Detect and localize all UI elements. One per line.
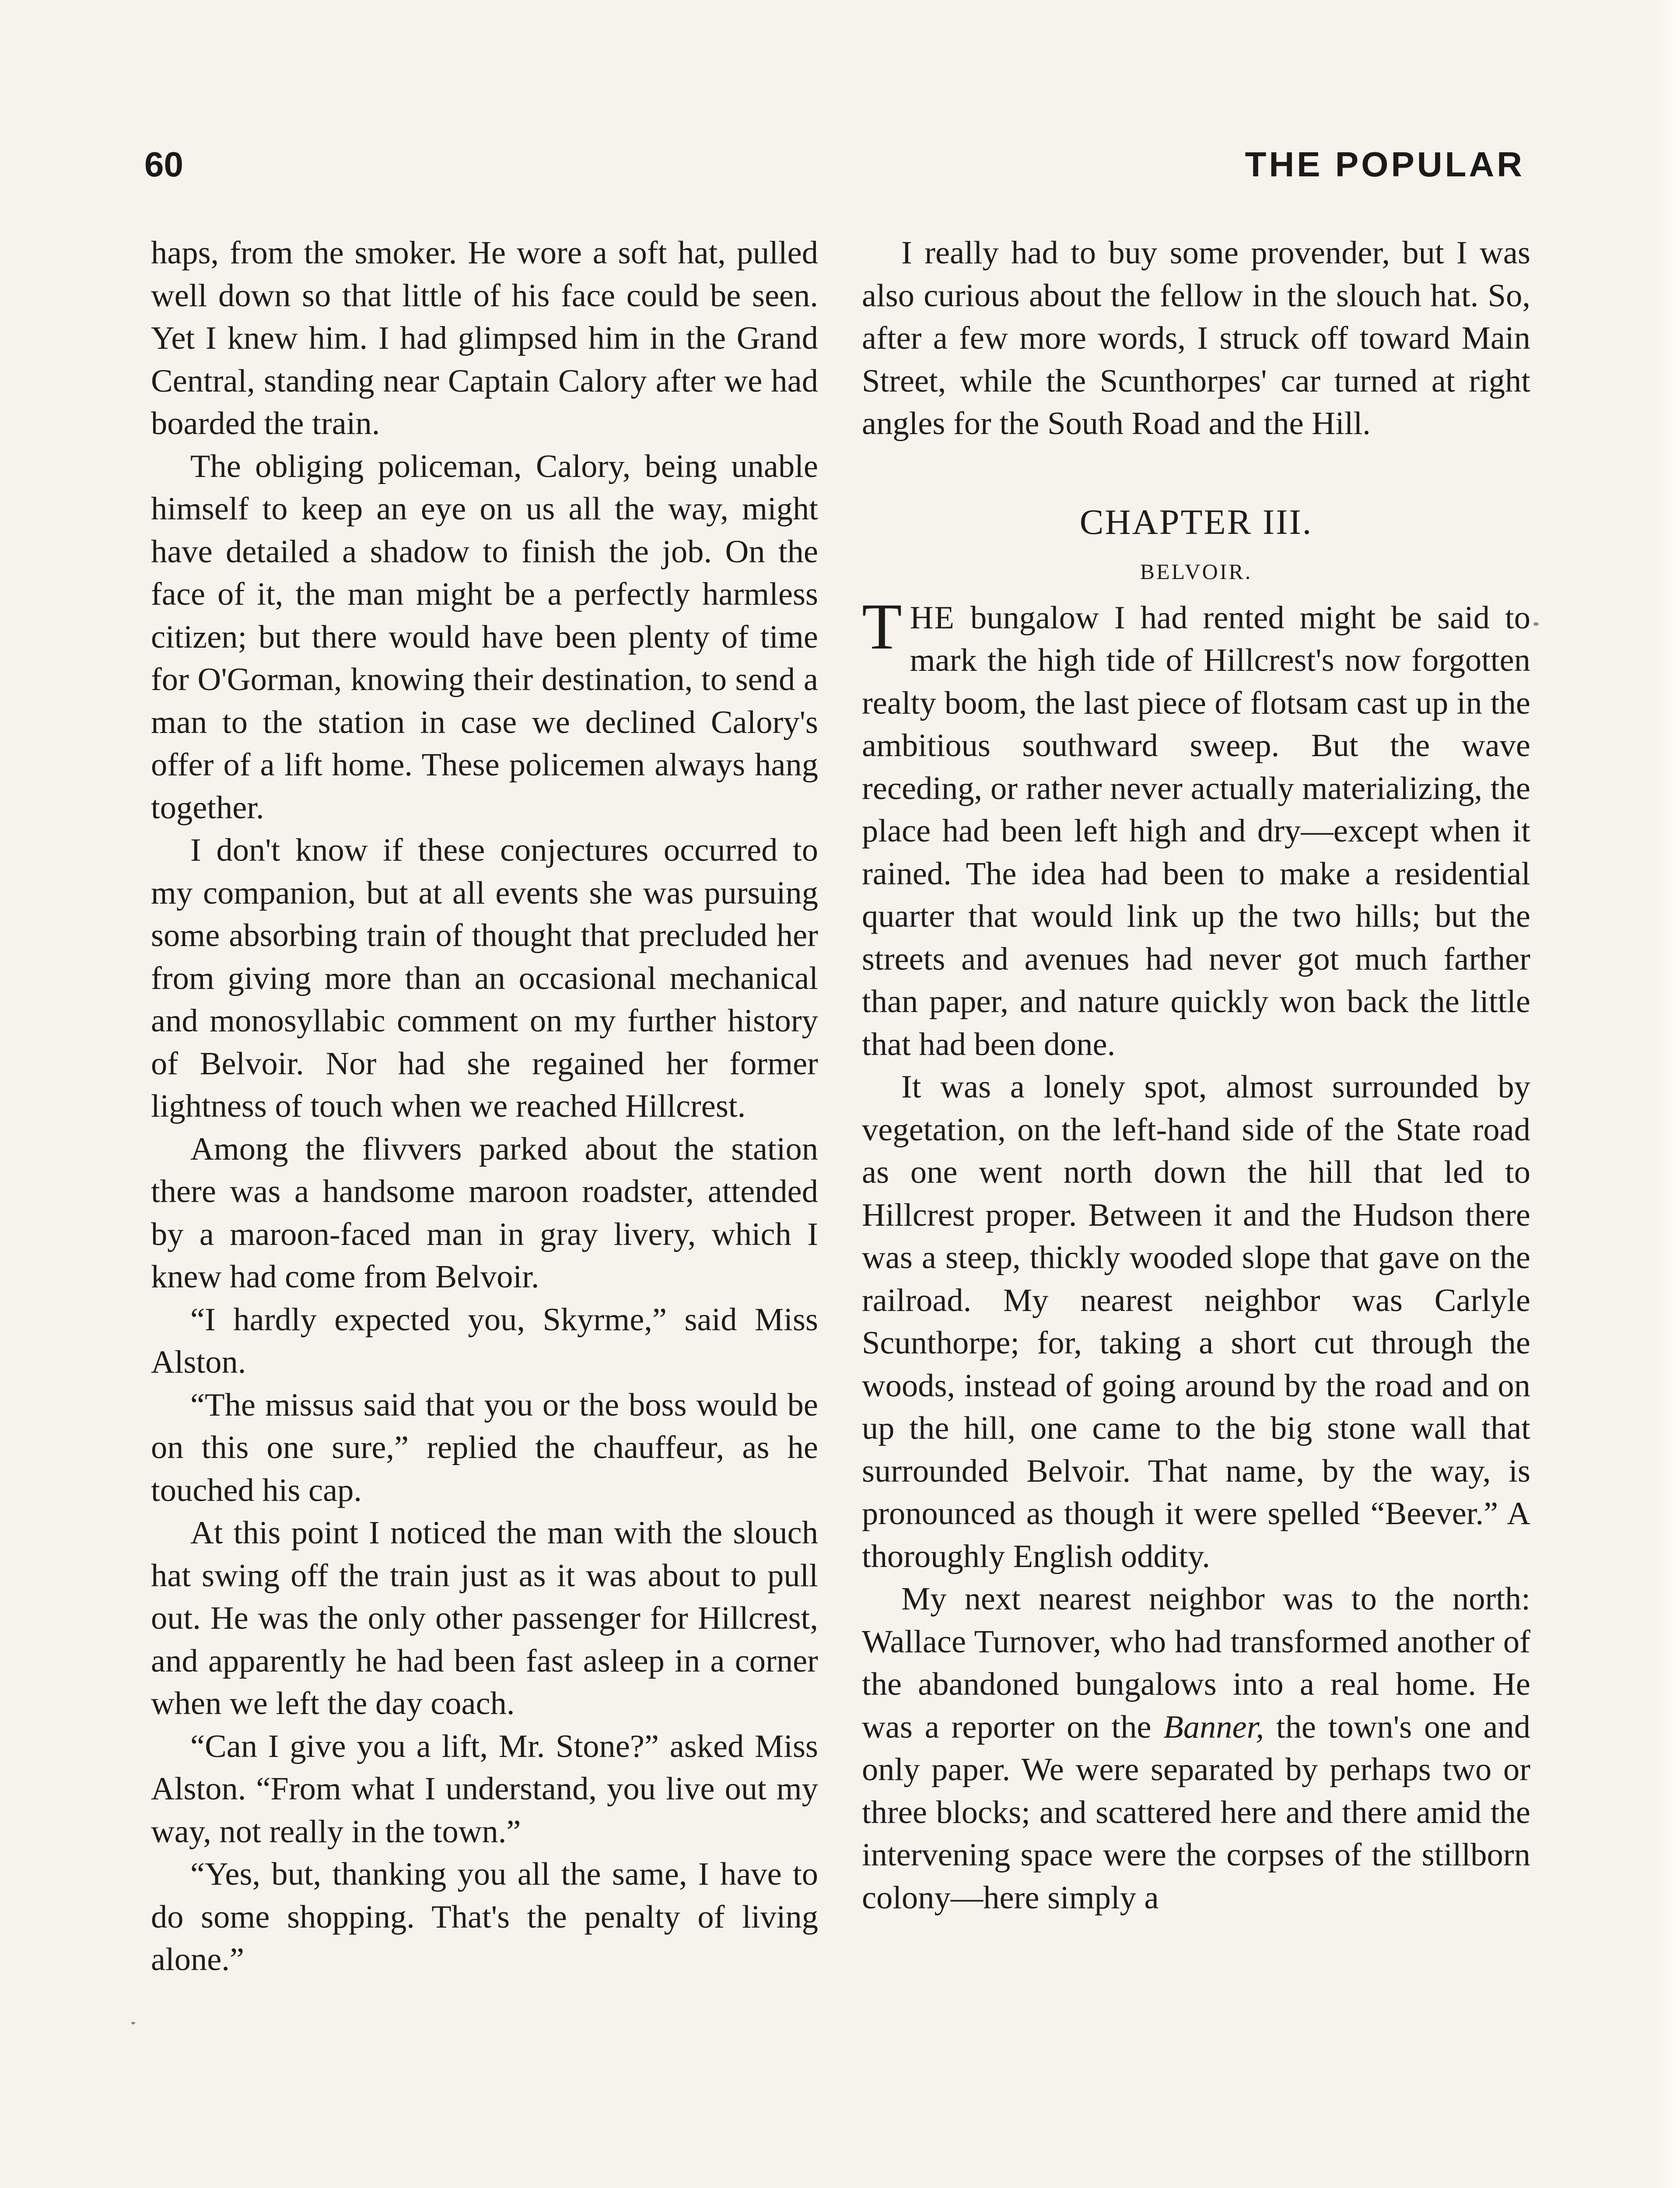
paragraph: Among the flivvers parked about the station there was a handsome maroon roadster, attended by a maroon-faced man in gray livery, which I knew had come from Belvoir.	[151, 1131, 818, 1295]
paragraph-text: the town's one and only paper. We were separated by perhaps two or three blocks; and scattered here and there amid the intervening space were the corpses of the stillborn colony—here simply a	[862, 1709, 1530, 1916]
page-number: 60	[144, 145, 183, 184]
paragraph: “The missus said that you or the boss would be on this one sure,” replied the chauffeur, as he touched his cap.	[151, 1387, 818, 1508]
paragraph: I really had to buy some provender, but I was also curious about the fellow in the slouch hat. So, after a few more words, I struck off toward Main Street, while the Scunthorpes' car turned at right angles for the South Road and the Hill.	[862, 235, 1530, 442]
paragraph: “Can I give you a lift, Mr. Stone?” asked Miss Alston. “From what I understand, you live out my way, not really in the town.”	[151, 1728, 818, 1850]
paragraph: At this point I noticed the man with the slouch hat swing off the train just as it was about to pull out. He was the only other passenger for Hillcrest, and apparently he had been fast asleep in a corner when we left the day coach.	[151, 1515, 818, 1722]
chapter-title: CHAPTER III.	[1079, 501, 1313, 542]
paragraph: The obliging policeman, Calory, being unable himself to keep an eye on us all the way, might have detailed a shadow to finish the job. On the face of it, the man might be a perfectly harmless citizen; but there would have been plenty of time for O'Gorman, knowing their destination, to send a man to the station in case we declined Calory's offer of a lift home. These policemen always hang together.	[151, 448, 818, 826]
paragraph-text: bungalow I had rented might be said to mark the high tide of Hillcrest's now forgotten realty boom, the last piece of flotsam cast up in the ambitious southward sweep. But the wave receding, or rather never actually materializing, the place had been left high and dry—except when it rained. The idea had been to make a residential quarter that would link up the two hills; but the streets and avenues had never got much farther than paper, and nature quickly won back the little that had been done.	[862, 600, 1530, 1062]
print-speck	[131, 2022, 135, 2024]
newspaper-name: Banner,	[1163, 1709, 1264, 1745]
chapter-subtitle: BELVOIR.	[1140, 559, 1253, 584]
paragraph: “Yes, but, thanking you all the same, I have to do some shopping. That's the penalty of living alone.”	[151, 1856, 818, 1978]
paragraph-text: My next nearest neighbor was to the north: Wallace Turnover, who had transformed another of the abandoned bungalows into a real home. He was a reporter on the	[862, 1581, 1530, 1745]
print-speck	[1533, 622, 1539, 626]
paragraph: I don't know if these conjectures occurred to my companion, but at all events she was pursuing some absorbing train of thought that precluded her from giving more than an occasional mechanical and monosyllabic comment on my further history of Belvoir. Nor had she regained her former lightness of touch when we reached Hillcrest.	[151, 832, 818, 1124]
running-head: THE POPULAR	[1245, 145, 1525, 184]
page-edge	[1654, 0, 1680, 2188]
paragraph	[862, 1578, 1530, 1919]
left-column	[151, 232, 818, 1981]
chapter-opening-paragraph	[862, 590, 1530, 1066]
paragraph: It was a lonely spot, almost surrounded by vegetation, on the left-hand side of the State road as one went north down the hill that led to Hillcrest proper. Between it and the Hudson there was a steep, thickly wooded slope that gave on the railroad. My nearest neighbor was Carlyle Scunthorpe; for, taking a short cut through the woods, instead of going around by the road and on up the hill, one came to the big stone wall that surrounded Belvoir. That name, by the way, is pronounced as though it were spelled “Beever.” A thoroughly English oddity.	[862, 1069, 1530, 1574]
drop-cap: T	[862, 590, 902, 663]
right-column	[862, 232, 1530, 1919]
paragraph: “I hardly expected you, Skyrme,” said Miss Alston.	[151, 1301, 818, 1380]
page-header	[144, 144, 1525, 193]
drop-cap-continuation: HE	[910, 600, 955, 636]
paragraph: haps, from the smoker. He wore a soft hat, pulled well down so that little of his face could be seen. Yet I knew him. I had glimpsed him in the Grand Central, standing near Captain Calory after we had boarded the train.	[151, 235, 818, 442]
